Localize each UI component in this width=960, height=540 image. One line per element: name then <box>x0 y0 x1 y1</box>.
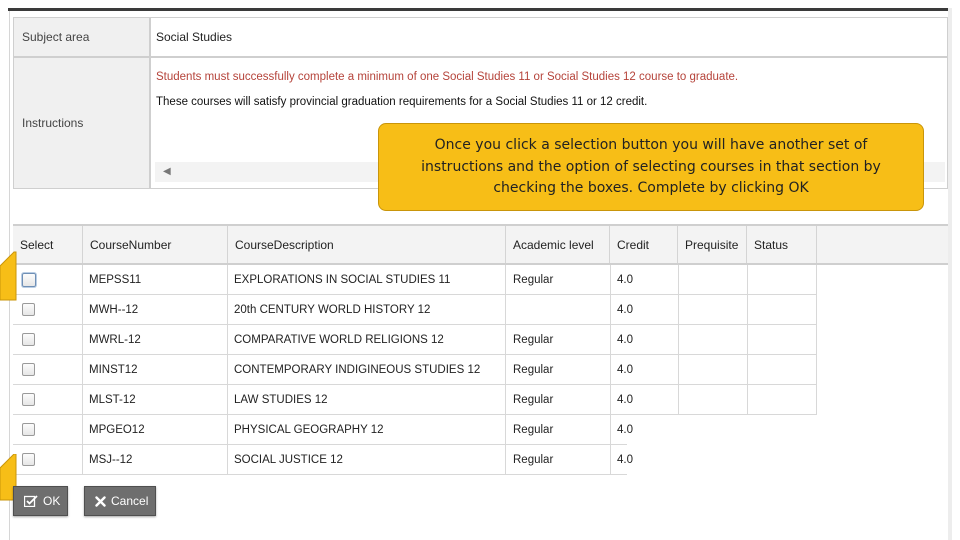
course-number: MEPSS11 <box>83 265 228 294</box>
academic-level: Regular <box>507 325 611 354</box>
course-number: MLST-12 <box>83 385 228 414</box>
status <box>748 265 817 294</box>
status <box>748 325 817 354</box>
instruction-callout: Once you click a selection button you will have another set of instructions and the option of selecting courses in that section by checking the boxes. Complete by clicking OK <box>378 123 924 211</box>
select-cell <box>13 415 83 444</box>
course-description: EXPLORATIONS IN SOCIAL STUDIES 11 <box>228 265 506 294</box>
credit: 4.0 <box>611 295 679 324</box>
course-number: MWH--12 <box>83 295 228 324</box>
status <box>748 385 817 414</box>
academic-level: Regular <box>507 355 611 384</box>
column-header-select[interactable]: Select <box>13 226 83 263</box>
table-row-extra <box>507 325 817 355</box>
table-row[interactable] <box>13 295 507 325</box>
window-top-border <box>8 8 950 11</box>
table-row-extra <box>507 385 817 415</box>
status <box>748 355 817 384</box>
column-header-prerequisite[interactable]: Prequisite <box>678 226 747 263</box>
column-header-status[interactable]: Status <box>747 226 817 263</box>
course-number: MWRL-12 <box>83 325 228 354</box>
row-checkbox[interactable] <box>22 393 35 406</box>
course-number: MSJ--12 <box>83 445 228 474</box>
column-header-credit[interactable]: Credit <box>610 226 678 263</box>
cancel-button-label: Cancel <box>111 494 149 508</box>
credit: 4.0 <box>617 423 633 436</box>
right-scrollbar-track[interactable] <box>948 8 952 540</box>
table-row[interactable] <box>13 325 507 355</box>
pointer-arrow-checkbox <box>0 250 20 302</box>
course-number: MPGEO12 <box>83 415 228 444</box>
x-icon <box>95 496 106 507</box>
ok-button[interactable] <box>13 486 68 516</box>
select-cell <box>13 445 83 474</box>
ok-button-label: OK <box>43 494 61 508</box>
credit: 4.0 <box>611 355 679 384</box>
prerequisite <box>679 265 748 294</box>
course-description: LAW STUDIES 12 <box>228 385 506 414</box>
table-row[interactable] <box>13 355 507 385</box>
checkbox-edit-icon <box>24 495 38 507</box>
table-row[interactable] <box>13 265 507 295</box>
table-row[interactable] <box>13 415 507 445</box>
column-header-course-number[interactable]: CourseNumber <box>83 226 228 263</box>
instructions-requirement-text: Students must successfully complete a minimum of one Social Studies 11 or Social Studies 12 course to graduate. <box>156 71 739 83</box>
column-header-academic-level[interactable]: Academic level <box>506 226 610 263</box>
academic-level: Regular <box>507 415 611 444</box>
academic-level <box>507 295 611 324</box>
prerequisite <box>679 385 748 414</box>
academic-level: Regular <box>507 385 611 414</box>
scroll-left-arrow-icon[interactable]: ◀ <box>163 166 171 177</box>
status <box>748 295 817 324</box>
row-checkbox[interactable] <box>22 273 36 287</box>
subject-area-label: Subject area <box>13 17 150 57</box>
subject-area-value: Social Studies <box>150 17 948 57</box>
select-cell <box>13 355 83 384</box>
course-description: 20th CENTURY WORLD HISTORY 12 <box>228 295 506 324</box>
table-row-extra <box>507 295 817 325</box>
credit: 4.0 <box>617 453 633 466</box>
row-checkbox[interactable] <box>22 303 35 316</box>
prerequisite <box>679 325 748 354</box>
select-cell <box>13 325 83 354</box>
credit: 4.0 <box>611 385 679 414</box>
credit: 4.0 <box>611 265 679 294</box>
course-description: SOCIAL JUSTICE 12 <box>228 445 506 474</box>
cancel-button[interactable] <box>84 486 156 516</box>
credit: 4.0 <box>611 325 679 354</box>
table-row-extra <box>507 445 627 475</box>
select-cell <box>13 385 83 414</box>
instructions-label: Instructions <box>13 57 150 189</box>
row-checkbox[interactable] <box>22 453 35 466</box>
course-number: MINST12 <box>83 355 228 384</box>
table-row[interactable] <box>13 445 507 475</box>
prerequisite <box>679 295 748 324</box>
table-row-extra <box>507 265 817 295</box>
select-cell <box>13 295 83 324</box>
table-row-extra <box>507 415 627 445</box>
table-row[interactable] <box>13 385 507 415</box>
column-header-course-description[interactable]: CourseDescription <box>228 226 506 263</box>
row-checkbox[interactable] <box>22 363 35 376</box>
prerequisite <box>679 355 748 384</box>
course-description: COMPARATIVE WORLD RELIGIONS 12 <box>228 325 506 354</box>
select-cell <box>13 265 83 294</box>
course-description: PHYSICAL GEOGRAPHY 12 <box>228 415 506 444</box>
table-row-extra <box>507 355 817 385</box>
academic-level: Regular <box>507 445 611 474</box>
course-selection-grid <box>13 224 948 476</box>
row-checkbox[interactable] <box>22 333 35 346</box>
course-description: CONTEMPORARY INDIGINEOUS STUDIES 12 <box>228 355 506 384</box>
row-checkbox[interactable] <box>22 423 35 436</box>
grid-header <box>13 224 948 265</box>
instructions-credit-text: These courses will satisfy provincial graduation requirements for a Social Studies 11 or 12 credit. <box>156 96 648 108</box>
academic-level: Regular <box>507 265 611 294</box>
